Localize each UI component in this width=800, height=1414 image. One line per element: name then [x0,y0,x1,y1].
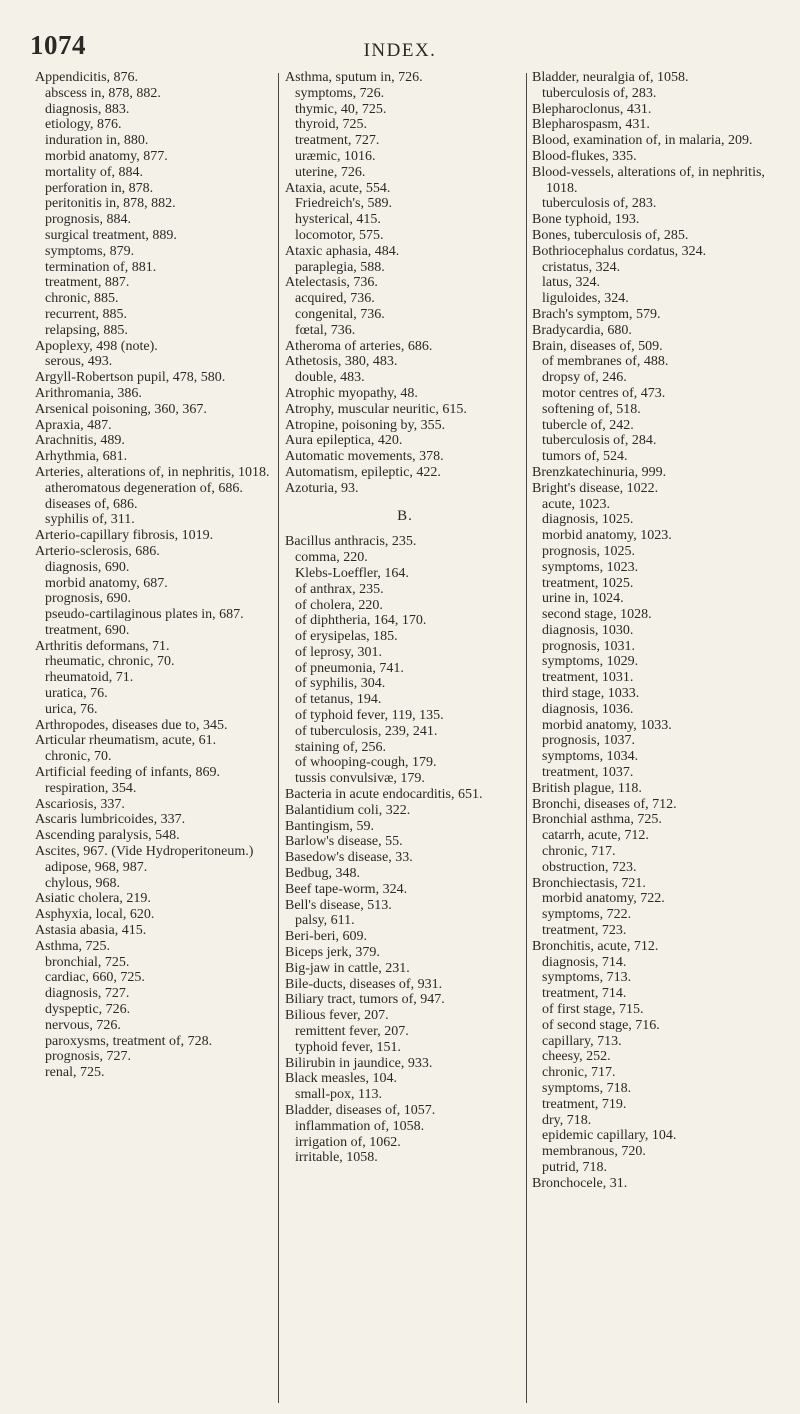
index-entry: Arthritis deformans, 71. [35,638,170,654]
index-subentry: chronic, 717. [542,1065,616,1081]
index-entry: Ataxia, acute, 554. [285,180,391,196]
index-subentry: paraplegia, 588. [295,259,385,275]
index-subentry: thymic, 40, 725. [295,101,387,117]
index-subentry: of first stage, 715. [542,1002,644,1018]
index-subentry: recurrent, 885. [45,306,128,322]
index-subentry: diagnosis, 1036. [542,701,634,717]
index-entry: Blood, examination of, in malaria, 209. [532,133,753,149]
index-subentry: symptoms, 1029. [542,654,639,670]
index-entry: Biceps jerk, 379. [285,945,380,961]
index-subentry: mortality of, 884. [45,164,143,180]
index-subentry: bronchial, 725. [45,954,130,970]
index-entry: Azoturia, 93. [285,480,359,496]
index-subentry: dry, 718. [542,1112,592,1128]
index-entry: Bantingism, 59. [285,818,375,834]
index-entry: Atelectasis, 736. [285,275,378,291]
index-entry: Bilious fever, 207. [285,1008,389,1024]
index-subentry: morbid anatomy, 877. [45,148,168,164]
index-subentry: surgical treatment, 889. [45,227,177,243]
index-entry: Bladder, neuralgia of, 1058. [532,70,689,85]
index-entry: Argyll-Robertson pupil, 478, 580. [35,370,226,386]
index-subentry: relapsing, 885. [45,322,128,338]
index-subentry: comma, 220. [295,550,368,566]
index-subentry: treatment, 690. [45,622,130,638]
index-entry: Automatic movements, 378. [285,449,444,465]
index-subentry: of whooping-cough, 179. [295,755,437,771]
index-entry: Bronchitis, acute, 712. [532,938,659,954]
index-entry: Astasia abasia, 415. [35,923,147,939]
index-subentry: catarrh, acute, 712. [542,828,649,844]
index-entry: Blepharoclonus, 431. [532,101,652,117]
index-subentry: tuberculosis of, 283. [542,196,657,212]
index-entry: Arterio-capillary fibrosis, 1019. [35,528,214,544]
index-subentry: of anthrax, 235. [295,581,384,597]
index-subentry: atheromatous degeneration of, 686. [45,480,243,496]
index-subentry: treatment, 1031. [542,670,634,686]
index-entry: Brenzkatechinuria, 999. [532,464,667,480]
index-subentry: symptoms, 722. [542,907,632,923]
index-subentry: cardiac, 660, 725. [45,970,145,986]
index-entry: Arterio-sclerosis, 686. [35,543,160,559]
index-entry: Ascariosis, 337. [35,796,125,812]
index-subentry: congenital, 736. [295,306,385,322]
column-rule [278,73,279,1403]
index-subentry: obstruction, 723. [542,859,637,875]
index-subentry: tussis convulsivæ, 179. [295,771,425,787]
index-subentry: diagnosis, 714. [542,954,627,970]
index-entry: Arachnitis, 489. [35,433,125,449]
index-subentry: treatment, 1025. [542,575,634,591]
index-subentry: fœtal, 736. [295,322,356,338]
index-subentry: morbid anatomy, 687. [45,575,168,591]
index-subentry: of second stage, 716. [542,1017,660,1033]
index-entry: Ascites, 967. (Vide Hydroperitoneum.) [35,844,254,860]
index-entry: Apraxia, 487. [35,417,112,433]
page-header: INDEX. [363,40,437,61]
index-entry: Articular rheumatism, acute, 61. [35,733,217,749]
index-entry: British plague, 118. [532,780,642,796]
index-subentry: of diphtheria, 164, 170. [295,613,427,629]
column-rule [526,73,527,1403]
index-subentry: paroxysms, treatment of, 728. [45,1033,213,1049]
index-subentry: perforation in, 878. [45,180,154,196]
index-subentry: prognosis, 1037. [542,733,635,749]
index-subentry: morbid anatomy, 1033. [542,717,672,733]
index-entry: Blepharospasm, 431. [532,117,650,133]
index-subentry: inflammation of, 1058. [295,1118,425,1134]
index-subentry: cristatus, 324. [542,259,621,275]
index-entry: Asiatic cholera, 219. [35,891,151,907]
index-entry: Balantidium coli, 322. [285,802,411,818]
index-subentry: tumors of, 524. [542,449,628,465]
index-entry: Apoplexy, 498 (note). [35,338,158,354]
index-subentry: of tuberculosis, 239, 241. [295,723,438,739]
index-subentry: nervous, 726. [45,1017,121,1033]
index-subentry: tuberculosis of, 283. [542,85,657,101]
index-subentry: uratica, 76. [45,686,108,702]
index-entry: Automatism, epileptic, 422. [285,464,441,480]
index-subentry: symptoms, 879. [45,243,135,259]
index-subentry: uterine, 726. [295,164,366,180]
index-subentry: chronic, 717. [542,844,616,860]
index-entry: Beri-beri, 609. [285,929,368,945]
index-entry: Bothriocephalus cordatus, 324. [532,243,707,259]
index-subentry: respiration, 354. [45,780,137,796]
index-subentry: treatment, 887. [45,275,130,291]
index-subentry: irritable, 1058. [295,1150,378,1166]
index-subentry: chylous, 968. [45,875,121,891]
index-entry: Arteries, alterations of, in nephritis, 1018. [35,464,270,480]
index-subentry: treatment, 714. [542,986,627,1002]
section-letter: B. [397,507,413,524]
index-subentry: abscess in, 878, 882. [45,85,161,101]
index-subentry: diagnosis, 727. [45,986,130,1002]
index-entry: Bone typhoid, 193. [532,212,640,228]
index-column-3 [532,70,784,1192]
index-subentry: locomotor, 575. [295,227,384,243]
index-subentry: morbid anatomy, 722. [542,891,665,907]
index-subentry: cheesy, 252. [542,1049,611,1065]
index-subentry: Friedreich's, 589. [295,196,393,212]
index-entry: Brach's symptom, 579. [532,306,661,322]
index-subentry: Klebs-Loeffler, 164. [295,565,409,581]
index-entry: Asphyxia, local, 620. [35,907,155,923]
index-subentry: diseases of, 686. [45,496,138,512]
index-subentry: of membranes of, 488. [542,354,669,370]
index-subentry: of cholera, 220. [295,597,383,613]
index-subentry: prognosis, 1031. [542,638,635,654]
index-subentry: capillary, 713. [542,1033,622,1049]
index-subentry: of typhoid fever, 119, 135. [295,708,444,724]
index-subentry: of syphilis, 304. [295,676,386,692]
index-entry: Ascending paralysis, 548. [35,828,180,844]
index-subentry: prognosis, 690. [45,591,131,607]
index-entry: Blood-vessels, alterations of, in nephritis, 1018. [532,164,765,196]
index-subentry: rheumatoid, 71. [45,670,134,686]
index-subentry: typhoid fever, 151. [295,1039,401,1055]
index-entry: Biliary tract, tumors of, 947. [285,992,445,1008]
index-entry: Ascaris lumbricoides, 337. [35,812,186,828]
index-subentry: palsy, 611. [295,913,355,929]
index-subentry: second stage, 1028. [542,607,652,623]
index-subentry: tuberculosis of, 284. [542,433,657,449]
index-subentry: membranous, 720. [542,1144,646,1160]
index-entry: Bones, tuberculosis of, 285. [532,227,689,243]
index-subentry: termination of, 881. [45,259,157,275]
index-entry: Bradycardia, 680. [532,322,632,338]
index-subentry: latus, 324. [542,275,600,291]
index-subentry: treatment, 723. [542,923,627,939]
index-entry: Bacillus anthracis, 235. [285,534,417,550]
index-entry: Bilirubin in jaundice, 933. [285,1055,433,1071]
index-entry: Bell's disease, 513. [285,897,392,913]
index-subentry: urica, 76. [45,701,98,717]
index-subentry: tubercle of, 242. [542,417,634,433]
index-subentry: renal, 725. [45,1065,105,1081]
index-subentry: treatment, 727. [295,133,380,149]
index-entry: Ataxic aphasia, 484. [285,243,400,259]
index-entry: Bacteria in acute endocarditis, 651. [285,787,483,803]
index-subentry: treatment, 719. [542,1096,627,1112]
index-subentry: serous, 493. [45,354,113,370]
index-subentry: dropsy of, 246. [542,370,627,386]
index-subentry: prognosis, 1025. [542,543,635,559]
index-subentry: acquired, 736. [295,291,375,307]
index-entry: Bronchocele, 31. [532,1175,628,1191]
index-entry: Bright's disease, 1022. [532,480,659,496]
index-subentry: diagnosis, 1025. [542,512,634,528]
index-entry: Arithromania, 386. [35,385,142,401]
index-entry: Blood-flukes, 335. [532,148,637,164]
index-entry: Arhythmia, 681. [35,449,128,465]
index-subentry: irrigation of, 1062. [295,1134,401,1150]
index-subentry: double, 483. [295,370,365,386]
index-column-2 [285,70,525,1166]
index-entry: Aura epileptica, 420. [285,433,403,449]
index-subentry: of leprosy, 301. [295,644,382,660]
index-subentry: liguloides, 324. [542,291,629,307]
index-subentry: thyroid, 725. [295,117,367,133]
index-entry: Bronchiectasis, 721. [532,875,646,891]
index-subentry: prognosis, 727. [45,1049,131,1065]
index-subentry: staining of, 256. [295,739,386,755]
index-entry: Beef tape-worm, 324. [285,881,408,897]
index-subentry: dyspeptic, 726. [45,1002,131,1018]
index-subentry: diagnosis, 883. [45,101,130,117]
index-subentry: softening of, 518. [542,401,641,417]
index-entry: Atrophy, muscular neuritic, 615. [285,401,467,417]
index-subentry: treatment, 1037. [542,765,634,781]
index-entry: Athetosis, 380, 483. [285,354,398,370]
index-entry: Brain, diseases of, 509. [532,338,663,354]
index-entry: Basedow's disease, 33. [285,850,413,866]
index-entry: Atheroma of arteries, 686. [285,338,433,354]
index-subentry: symptoms, 718. [542,1081,632,1096]
index-subentry: morbid anatomy, 1023. [542,528,672,544]
index-entry: Barlow's disease, 55. [285,834,403,850]
index-subentry: etiology, 876. [45,117,122,133]
index-subentry: of erysipelas, 185. [295,629,398,645]
index-subentry: symptoms, 1023. [542,559,639,575]
index-subentry: third stage, 1033. [542,686,640,702]
index-subentry: diagnosis, 690. [45,559,130,575]
index-subentry: small-pox, 113. [295,1087,382,1103]
index-entry: Asthma, sputum in, 726. [285,70,423,85]
index-column-1 [35,70,275,1081]
index-subentry: adipose, 968, 987. [45,859,148,875]
index-subentry: urine in, 1024. [542,591,624,607]
page-number: 1074 [30,30,86,60]
index-subentry: chronic, 885. [45,291,119,307]
index-subentry: chronic, 70. [45,749,112,765]
index-subentry: rheumatic, chronic, 70. [45,654,175,670]
index-subentry: epidemic capillary, 104. [542,1128,677,1144]
index-subentry: hysterical, 415. [295,212,381,228]
index-subentry: uræmic, 1016. [295,148,376,164]
index-subentry: putrid, 718. [542,1159,607,1175]
index-subentry: pseudo-cartilaginous plates in, 687. [45,607,244,623]
index-entry: Bladder, diseases of, 1057. [285,1103,436,1118]
index-subentry: of pneumonia, 741. [295,660,404,676]
index-subentry: syphilis of, 311. [45,512,135,528]
index-entry: Artificial feeding of infants, 869. [35,765,221,781]
index-subentry: symptoms, 726. [295,85,385,101]
index-subentry: remittent fever, 207. [295,1024,409,1040]
index-entry: Bedbug, 348. [285,866,361,882]
index-entry: Bile-ducts, diseases of, 931. [285,976,443,992]
index-entry: Appendicitis, 876. [35,70,139,85]
index-entry: Atropine, poisoning by, 355. [285,417,446,433]
index-subentry: symptoms, 713. [542,970,632,986]
index-subentry: induration in, 880. [45,133,149,149]
index-entry: Asthma, 725. [35,938,111,954]
index-entry: Bronchi, diseases of, 712. [532,796,677,812]
index-entry: Atrophic myopathy, 48. [285,385,418,401]
index-subentry: peritonitis in, 878, 882. [45,196,176,212]
index-entry: Arsenical poisoning, 360, 367. [35,401,207,417]
index-entry: Big-jaw in cattle, 231. [285,960,410,976]
index-entry: Bronchial asthma, 725. [532,812,662,828]
index-subentry: motor centres of, 473. [542,385,666,401]
index-subentry: prognosis, 884. [45,212,131,228]
index-subentry: symptoms, 1034. [542,749,639,765]
index-entry: Arthropodes, diseases due to, 345. [35,717,228,733]
index-subentry: diagnosis, 1030. [542,622,634,638]
index-entry: Black measles, 104. [285,1071,397,1087]
index-subentry: of tetanus, 194. [295,692,382,708]
index-subentry: acute, 1023. [542,496,611,512]
